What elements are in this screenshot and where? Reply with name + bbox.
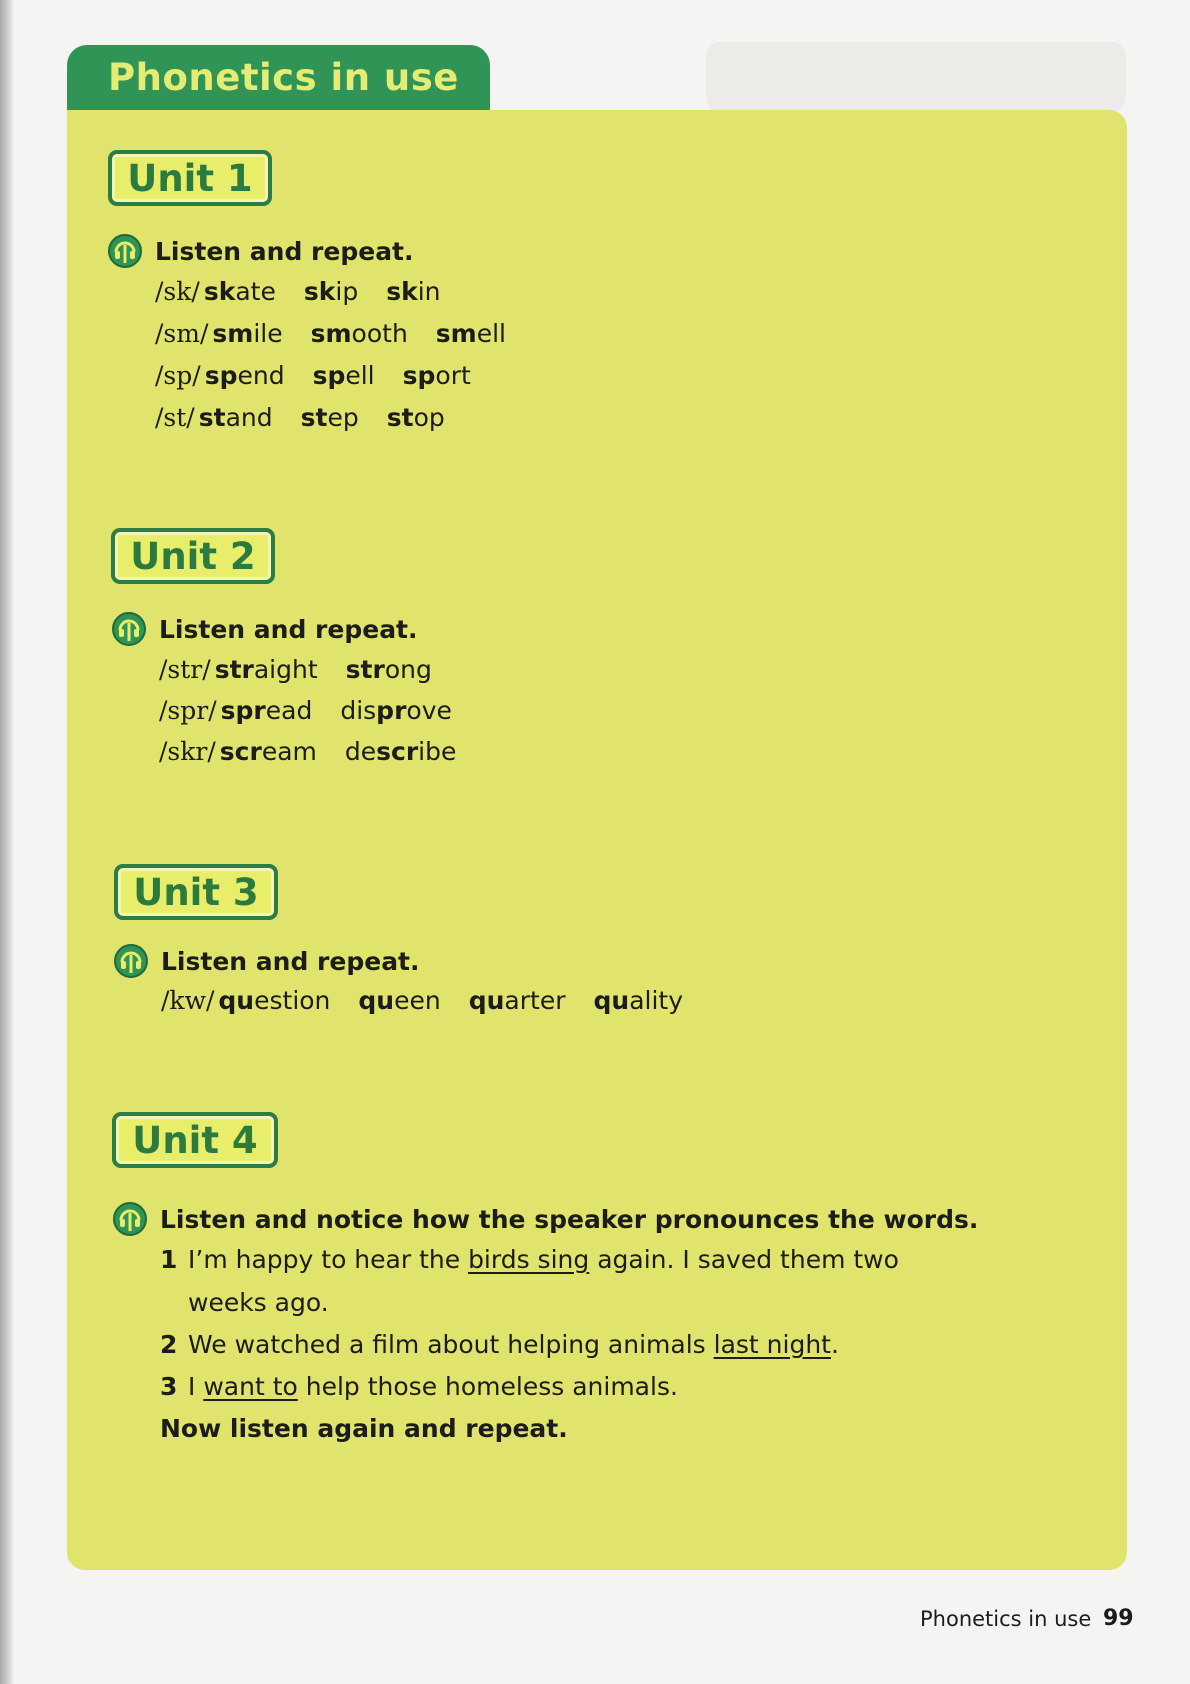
audio-icon[interactable] (111, 611, 147, 647)
example-word: quarter (468, 986, 566, 1015)
audio-icon[interactable] (107, 233, 143, 269)
phoneme-symbol: /skr/ (159, 737, 216, 766)
sentence-3: 3 I want to help those homeless animals. (160, 1372, 678, 1401)
unit-2-badge: Unit 2 (111, 528, 275, 584)
example-word: smile (212, 319, 283, 348)
unit-3-badge: Unit 3 (114, 864, 278, 920)
sound-row (155, 277, 469, 306)
example-word: stop (386, 403, 445, 432)
phoneme-symbol: /spr/ (159, 696, 217, 725)
example-word: spell (312, 361, 375, 390)
example-word: scream (219, 737, 317, 766)
instruction-text: Listen and repeat. (159, 614, 418, 644)
sound-row (159, 696, 480, 725)
example-word: queen (358, 986, 441, 1015)
example-word: smell (435, 319, 507, 348)
phoneme-symbol: /str/ (159, 655, 211, 684)
example-word: strong (345, 655, 432, 684)
section-title: Phonetics in use (108, 56, 459, 99)
sound-row (155, 403, 473, 432)
bleed-through-shadow (706, 42, 1126, 112)
example-word: question (218, 986, 331, 1015)
instruction-text: Listen and notice how the speaker pronounces the words. (160, 1204, 979, 1234)
phoneme-symbol: /kw/ (161, 986, 215, 1015)
example-word: sport (402, 361, 471, 390)
example-word: smooth (310, 319, 408, 348)
footer-section-label: Phonetics in use (920, 1607, 1092, 1631)
example-word: quality (593, 986, 683, 1015)
example-word: stand (198, 403, 273, 432)
example-word: skate (203, 277, 276, 306)
example-word: straight (214, 655, 318, 684)
phoneme-symbol: /sp/ (155, 361, 201, 390)
sentence-1-continuation: weeks ago. (188, 1288, 329, 1317)
unit-2-instruction (111, 611, 418, 647)
example-word: skin (386, 277, 441, 306)
audio-icon[interactable] (113, 943, 149, 979)
instruction-text: Listen and repeat. (161, 946, 420, 976)
unit-1-badge: Unit 1 (108, 150, 272, 206)
example-word: disprove (340, 696, 452, 725)
sound-row (159, 737, 484, 766)
example-word: spread (220, 696, 313, 725)
unit-4-instruction (112, 1201, 978, 1237)
phoneme-symbol: /st/ (155, 403, 195, 432)
sound-row (155, 361, 499, 390)
closing-instruction: Now listen again and repeat. (160, 1414, 568, 1443)
sound-row (161, 986, 711, 1015)
example-word: spend (204, 361, 285, 390)
audio-icon[interactable] (112, 1201, 148, 1237)
unit-3-instruction (113, 943, 420, 979)
book-spine-shadow (0, 0, 14, 1684)
instruction-text: Listen and repeat. (155, 236, 414, 266)
example-word: skip (303, 277, 359, 306)
phoneme-symbol: /sm/ (155, 319, 209, 348)
unit-4-badge: Unit 4 (112, 1112, 278, 1168)
sound-row (159, 655, 460, 684)
sentence-2: 2 We watched a film about helping animals last night. (160, 1330, 839, 1359)
phoneme-symbol: /sk/ (155, 277, 200, 306)
sound-row (155, 319, 534, 348)
example-word: step (300, 403, 359, 432)
page-number: 99 (1103, 1606, 1134, 1631)
example-word: describe (344, 737, 457, 766)
sentence-1: 1 I’m happy to hear the birds sing again. I saved them two (160, 1245, 899, 1274)
unit-1-instruction (107, 233, 414, 269)
